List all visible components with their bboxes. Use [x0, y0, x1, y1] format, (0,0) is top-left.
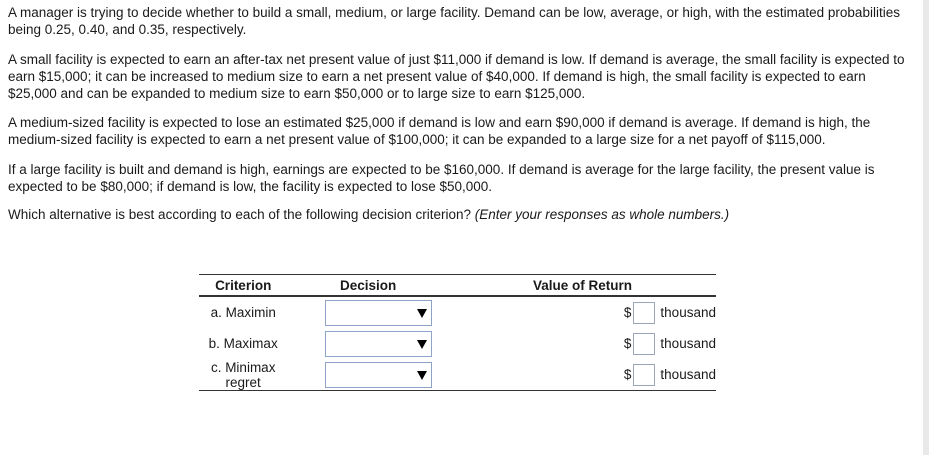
dropdown-button[interactable]	[413, 332, 431, 356]
currency-symbol: $	[623, 336, 632, 351]
value-input-minimax-regret[interactable]	[633, 364, 655, 386]
decision-dropdown-maximin[interactable]	[325, 300, 432, 326]
currency-symbol: $	[623, 367, 632, 382]
dropdown-button[interactable]	[413, 363, 431, 387]
triangle-down-icon	[417, 340, 427, 349]
table-row	[199, 359, 716, 391]
scrollbar-track[interactable]	[923, 0, 929, 455]
header-decision: Decision	[287, 275, 449, 297]
paragraph-small-facility: A small facility is expected to earn an after-tax net present value of just $11,000 if demand is low. If demand is average, the small facility is expected to earn $15,000; it can be increased to medium size to earn a net present value of $40,000. If demand is high, the small facility is expected to earn $25,000 and can be expanded to medium size to earn $50,000 or to large size to earn $125,000.	[8, 52, 905, 101]
value-input-maximin[interactable]	[633, 302, 655, 324]
answer-table	[199, 274, 716, 391]
header-value-of-return: Value of Return	[449, 275, 716, 297]
value-input-maximax[interactable]	[633, 333, 655, 355]
question-prompt	[8, 206, 908, 223]
paragraph-large-facility: If a large facility is built and demand is high, earnings are expected to be $160,000. If demand is average for the large facility, the present value is expected to be $80,000; if demand is low, the facility is expected to lose $50,000.	[8, 162, 875, 194]
unit-label: thousand	[660, 305, 716, 320]
paragraph-intro: A manager is trying to decide whether to build a small, medium, or large facility. Demand can be low, average, or high, with the estimated probabilities being 0.25, 0.40, and 0.35, respectively.	[8, 5, 900, 37]
answer-table-header	[199, 275, 716, 297]
paragraph-medium-facility: A medium-sized facility is expected to lose an estimated $25,000 if demand is low and earn $90,000 if demand is average. If demand is high, the medium-sized facility is expected to earn a net present value of $100,000; it can be expanded to a large size for a net payoff of $115,000.	[8, 115, 871, 147]
header-criterion: Criterion	[199, 275, 287, 297]
question-instruction: (Enter your responses as whole numbers.)	[474, 207, 730, 222]
table-row	[199, 328, 716, 359]
criterion-label: a. Maximin	[210, 305, 276, 320]
question-content	[8, 4, 908, 223]
dropdown-button[interactable]	[413, 301, 431, 325]
question-text: Which alternative is best according to each of the following decision criterion?	[8, 207, 471, 222]
triangle-down-icon	[417, 309, 427, 318]
unit-label: thousand	[660, 336, 716, 351]
criterion-label: b. Maximax	[208, 336, 278, 351]
table-row	[199, 296, 716, 328]
criterion-label: c. Minimax regret	[199, 359, 287, 391]
unit-label: thousand	[660, 367, 716, 382]
decision-dropdown-minimax-regret[interactable]	[325, 362, 432, 388]
decision-dropdown-maximax[interactable]	[325, 331, 432, 357]
triangle-down-icon	[417, 371, 427, 380]
currency-symbol: $	[623, 305, 632, 320]
